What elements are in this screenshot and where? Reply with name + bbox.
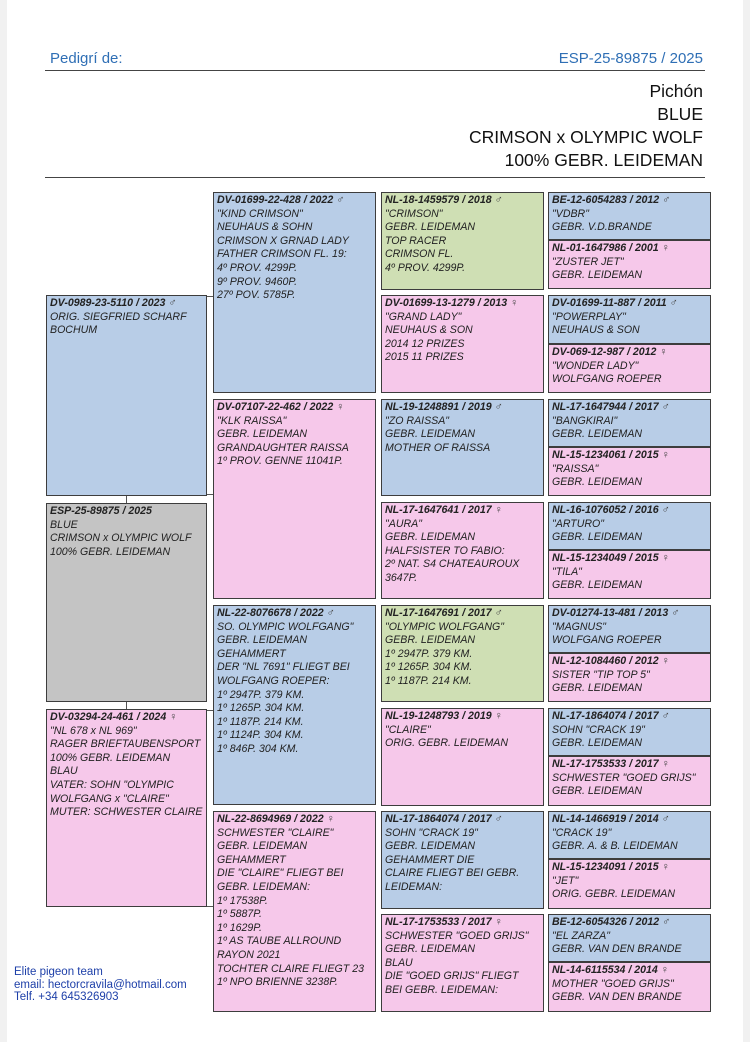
- header-ring-number: ESP-25-89875 / 2025: [558, 50, 703, 67]
- male-symbol-icon: ♂: [661, 710, 670, 722]
- ring-number: NL-12-1084460 / 2012: [552, 655, 659, 667]
- info-line: ORIG. GEBR. LEIDEMAN: [552, 888, 676, 901]
- title-color: BLUE: [657, 104, 703, 124]
- info-line: GEBR. V.D.BRANDE: [552, 221, 652, 234]
- female-symbol-icon: ♀: [494, 710, 503, 722]
- ring-number: NL-01-1647986 / 2001: [552, 242, 659, 254]
- info-line: CRIMSON FL.: [385, 248, 454, 261]
- info-line: TOCHTER CLAIRE FLIEGT 23: [217, 962, 364, 975]
- connector: [206, 296, 213, 297]
- info-line: GEBR. LEIDEMAN: [217, 634, 308, 647]
- ring-number: NL-15-1234049 / 2015: [552, 552, 659, 564]
- info-line: GEBR. LEIDEMAN: [385, 221, 476, 234]
- info-line: SCHWESTER "GOED GRIJS": [552, 771, 696, 784]
- info-line: GEBR. LEIDEMAN: [385, 531, 476, 544]
- info-line: GEBR. VAN DEN BRANDE: [552, 943, 682, 956]
- father-card: [46, 295, 207, 496]
- title-parents: CRIMSON x OLYMPIC WOLF: [469, 127, 703, 147]
- info-line: GRANDAUGHTER RAISSA: [217, 441, 349, 454]
- ring-number: BE-12-6054326 / 2012: [552, 916, 660, 928]
- info-line: GEBR. LEIDEMAN: [552, 531, 643, 544]
- male-symbol-icon: ♂: [336, 194, 345, 206]
- ring-number: DV-01274-13-481 / 2013: [552, 607, 669, 619]
- ring-number: NL-22-8694969 / 2022: [217, 813, 324, 825]
- gen4-card: [548, 859, 711, 909]
- ring-number: NL-15-1234061 / 2015: [552, 449, 659, 461]
- pigeon-title-block: [469, 80, 703, 172]
- ring-number: NL-17-1753533 / 2017: [552, 758, 659, 770]
- info-line: "CLAIRE": [385, 723, 431, 736]
- info-line: 2º NAT. S4 CHATEAUROUX: [385, 558, 520, 571]
- ring-number: NL-17-1647691 / 2017: [385, 607, 492, 619]
- info-line: NEUHAUS & SON: [385, 324, 473, 337]
- header-divider: [45, 70, 705, 71]
- ring-number: NL-15-1234091 / 2015: [552, 861, 659, 873]
- subject-ring: ESP-25-89875 / 2025: [50, 505, 152, 517]
- info-line: GEBR. LEIDEMAN: [552, 785, 643, 798]
- info-line: ORIG. GEBR. LEIDEMAN: [385, 737, 509, 750]
- gen3-card: [381, 811, 544, 909]
- gen4-card: [548, 240, 711, 289]
- pedigree-label: Pedigrí de:: [50, 50, 123, 67]
- ring-number: NL-19-1248891 / 2019: [385, 401, 492, 413]
- male-symbol-icon: ♂: [494, 813, 503, 825]
- info-line: 1º 2947P. 379 KM.: [385, 647, 473, 660]
- info-line: "ZO RAISSA": [385, 414, 450, 427]
- info-line: GEBR. LEIDEMAN: [552, 682, 643, 695]
- info-line: "WONDER LADY": [552, 359, 639, 372]
- male-symbol-icon: ♂: [661, 813, 670, 825]
- father-line: ORIG. SIEGFRIED SCHARF: [50, 310, 187, 323]
- info-line: "OLYMPIC WOLFGANG": [385, 620, 504, 633]
- info-line: GEBR. LEIDEMAN:: [217, 880, 311, 893]
- subject-line: 100% GEBR. LEIDEMAN: [50, 545, 171, 558]
- gen4-card: [548, 399, 711, 447]
- male-symbol-icon: ♂: [494, 401, 503, 413]
- info-line: GEBR. LEIDEMAN: [552, 737, 643, 750]
- male-symbol-icon: ♂: [669, 297, 678, 309]
- info-line: 1º NPO BRIENNE 3238P.: [217, 976, 338, 989]
- title-divider: [45, 177, 705, 178]
- gen4-card: [548, 447, 711, 496]
- ring-number: DV-01699-22-428 / 2022: [217, 194, 334, 206]
- mother-line: RAGER BRIEFTAUBENSPORT: [50, 738, 201, 751]
- ring-number: NL-14-6115534 / 2014: [552, 964, 658, 976]
- contact-phone: Telf. +34 645326903: [14, 991, 119, 1003]
- info-line: 1º 1265P. 304 KM.: [217, 702, 305, 715]
- gen4-card: [548, 914, 711, 962]
- info-line: GEBR. LEIDEMAN: [552, 476, 643, 489]
- info-line: 4º PROV. 4299P.: [217, 261, 298, 274]
- info-line: MOTHER OF RAISSA: [385, 441, 491, 454]
- info-line: 4º PROV. 4299P.: [385, 261, 466, 274]
- info-line: SCHWESTER "CLAIRE": [217, 826, 334, 839]
- info-line: NEUHAUS & SON: [552, 324, 640, 337]
- female-symbol-icon: ♀: [659, 346, 668, 358]
- info-line: GEBR. LEIDEMAN: [385, 428, 476, 441]
- female-symbol-icon: ♀: [661, 552, 670, 564]
- info-line: SOHN "CRACK 19": [552, 723, 645, 736]
- mother-line: BLAU: [50, 765, 78, 778]
- title-origin: 100% GEBR. LEIDEMAN: [504, 150, 703, 170]
- female-symbol-icon: ♀: [661, 242, 670, 254]
- male-symbol-icon: ♂: [168, 297, 177, 309]
- female-symbol-icon: ♀: [661, 861, 670, 873]
- info-line: SCHWESTER "GOED GRIJS": [385, 929, 529, 942]
- info-line: SISTER "TIP TOP 5": [552, 668, 650, 681]
- title-category: Pichón: [649, 81, 703, 101]
- info-line: 1º 1187P. 214 KM.: [217, 715, 304, 728]
- info-line: DIE "CLAIRE" FLIEGT BEI: [217, 867, 344, 880]
- subject-line: BLUE: [50, 518, 78, 531]
- father-ring: DV-0989-23-5110 / 2023 ♂: [50, 297, 177, 309]
- ring-number: DV-069-12-987 / 2012: [552, 346, 657, 358]
- info-line: 1º 846P. 304 KM.: [217, 742, 299, 755]
- granddam-paternal-card: [213, 399, 376, 599]
- contact-footer: [14, 966, 187, 1004]
- info-line: "CRIMSON": [385, 207, 443, 220]
- info-line: GEBR. LEIDEMAN: [217, 428, 308, 441]
- info-line: 2015 11 PRIZES: [385, 351, 464, 364]
- male-symbol-icon: ♂: [661, 401, 670, 413]
- ring-number: NL-22-8076678 / 2022: [217, 607, 324, 619]
- info-line: 1º 5887P.: [217, 908, 262, 921]
- female-symbol-icon: ♀: [326, 813, 335, 825]
- ring-number: NL-18-1459579 / 2018: [385, 194, 492, 206]
- female-symbol-icon: ♀: [510, 297, 519, 309]
- mother-line: VATER: SOHN "OLYMPIC: [50, 778, 174, 791]
- father-line: BOCHUM: [50, 324, 98, 337]
- gen4-card: [548, 605, 711, 653]
- info-line: 2014 12 PRIZES: [385, 337, 465, 350]
- info-line: 1º 1265P. 304 KM.: [385, 661, 473, 674]
- gen3-card: [381, 192, 544, 290]
- info-line: GEBR. LEIDEMAN: [385, 634, 476, 647]
- info-line: GEBR. LEIDEMAN: [552, 579, 643, 592]
- gen3-card: [381, 502, 544, 599]
- connector: [206, 710, 213, 711]
- ring-number: NL-19-1248793 / 2019: [385, 710, 492, 722]
- ring-number: DV-07107-22-462 / 2022: [217, 401, 334, 413]
- info-line: GEHAMMERT: [217, 853, 286, 866]
- info-line: "POWERPLAY": [552, 310, 626, 323]
- ring-number: BE-12-6054283 / 2012: [552, 194, 660, 206]
- ring-number: NL-14-1466919 / 2014: [552, 813, 659, 825]
- ring-number: NL-16-1076052 / 2016: [552, 504, 659, 516]
- info-line: "JET": [552, 874, 579, 887]
- ring-number: NL-17-1864074 / 2017: [552, 710, 659, 722]
- info-line: "EL ZARZA": [552, 929, 610, 942]
- info-line: GEBR. LEIDEMAN: [552, 269, 643, 282]
- info-line: 1º 1187P. 214 KM.: [385, 674, 472, 687]
- info-line: GEBR. LEIDEMAN: [217, 840, 308, 853]
- info-line: SOHN "CRACK 19": [385, 826, 478, 839]
- gen3-card: [381, 399, 544, 496]
- info-line: GEBR. LEIDEMAN: [552, 428, 643, 441]
- ring-number: NL-17-1647641 / 2017: [385, 504, 492, 516]
- gen3-card: [381, 708, 544, 806]
- male-symbol-icon: ♂: [494, 194, 503, 206]
- info-line: "CRACK 19": [552, 826, 612, 839]
- info-line: "ZUSTER JET": [552, 255, 624, 268]
- gen4-card: [548, 550, 711, 599]
- info-line: FATHER CRIMSON FL. 19:: [217, 248, 347, 261]
- male-symbol-icon: ♂: [662, 916, 671, 928]
- grandsire-maternal-card: [213, 605, 376, 805]
- info-line: DIE "GOED GRIJS" FLIEGT: [385, 970, 519, 983]
- info-line: CRIMSON X GRNAD LADY: [217, 234, 349, 247]
- subject-line: CRIMSON x OLYMPIC WOLF: [50, 532, 192, 545]
- info-line: GEBR. VAN DEN BRANDE: [552, 991, 682, 1004]
- info-line: BLAU: [385, 956, 413, 969]
- mother-line: MUTER: SCHWESTER CLAIRE: [50, 806, 203, 819]
- mother-ring: DV-03294-24-461 / 2024 ♀: [50, 711, 178, 723]
- info-line: BEI GEBR. LEIDEMAN:: [385, 983, 499, 996]
- info-line: "KIND CRIMSON": [217, 207, 303, 220]
- female-symbol-icon: ♀: [494, 916, 503, 928]
- pedigree-page: [7, 0, 743, 1042]
- info-line: GEHAMMERT DIE: [385, 853, 475, 866]
- mother-card: [46, 709, 207, 907]
- info-line: MOTHER "GOED GRIJS": [552, 977, 674, 990]
- contact-email[interactable]: email: hectorcravila@hotmail.com: [14, 978, 187, 991]
- info-line: LEIDEMAN:: [385, 880, 443, 893]
- info-line: "KLK RAISSA": [217, 414, 287, 427]
- female-symbol-icon: ♀: [661, 449, 670, 461]
- gen4-card: [548, 811, 711, 859]
- subject-card: [46, 503, 207, 702]
- info-line: 3647P.: [385, 571, 418, 584]
- male-symbol-icon: ♂: [494, 607, 503, 619]
- ring-number: NL-17-1753533 / 2017: [385, 916, 492, 928]
- ring-number: NL-17-1864074 / 2017: [385, 813, 492, 825]
- female-symbol-icon: ♀: [169, 711, 178, 723]
- male-symbol-icon: ♂: [326, 607, 335, 619]
- gen3-card: [381, 605, 544, 702]
- info-line: "BANGKIRAI": [552, 414, 618, 427]
- ring-number: DV-01699-11-887 / 2011: [552, 297, 667, 309]
- info-line: "VDBR": [552, 207, 589, 220]
- info-line: CLAIRE FLIEGT BEI GEBR.: [385, 867, 520, 880]
- info-line: 1º 17538P.: [217, 894, 268, 907]
- info-line: GEBR. LEIDEMAN: [385, 840, 476, 853]
- grandsire-paternal-card: [213, 192, 376, 393]
- info-line: NEUHAUS & SOHN: [217, 221, 313, 234]
- team-name: Elite pigeon team: [14, 966, 103, 978]
- info-line: WOLFGANG ROEPER: [552, 634, 662, 647]
- info-line: 27º POV. 5785P.: [217, 289, 296, 302]
- gen4-card: [548, 708, 711, 756]
- gen4-card: [548, 962, 711, 1012]
- gen4-card: [548, 295, 711, 344]
- info-line: "AURA": [385, 517, 422, 530]
- mother-line: 100% GEBR. LEIDEMAN: [50, 751, 171, 764]
- info-line: 1º PROV. GENNE 11041P.: [217, 455, 343, 468]
- info-line: WOLFGANG ROEPER: [552, 373, 662, 386]
- gen3-card: [381, 914, 544, 1012]
- gen4-card: [548, 344, 711, 393]
- gen4-card: [548, 653, 711, 702]
- info-line: "MAGNUS": [552, 620, 607, 633]
- info-line: "RAISSA": [552, 462, 599, 475]
- info-line: WOLFGANG ROEPER:: [217, 674, 330, 687]
- info-line: TOP RACER: [385, 234, 447, 247]
- mother-line: "NL 678 x NL 969": [50, 724, 137, 737]
- gen4-card: [548, 192, 711, 240]
- gen4-card: [548, 756, 711, 806]
- male-symbol-icon: ♂: [671, 607, 680, 619]
- ring-number: NL-17-1647944 / 2017: [552, 401, 659, 413]
- female-symbol-icon: ♀: [336, 401, 345, 413]
- gen3-card: [381, 295, 544, 393]
- info-line: HALFSISTER TO FABIO:: [385, 544, 505, 557]
- info-line: 1º 2947P. 379 KM.: [217, 688, 305, 701]
- female-symbol-icon: ♀: [660, 964, 670, 976]
- granddam-maternal-card: [213, 811, 376, 1012]
- connector: [206, 494, 213, 495]
- info-line: "ARTURO": [552, 517, 605, 530]
- connector: [126, 701, 127, 709]
- mother-line: WOLFGANG x "CLAIRE": [50, 792, 169, 805]
- info-line: 9º PROV. 9460P.: [217, 275, 298, 288]
- info-line: GEBR. A. & B. LEIDEMAN: [552, 840, 678, 853]
- info-line: SO. OLYMPIC WOLFGANG": [217, 620, 354, 633]
- connector: [206, 906, 213, 907]
- female-symbol-icon: ♀: [494, 504, 503, 516]
- female-symbol-icon: ♀: [661, 655, 670, 667]
- gen4-card: [548, 502, 711, 550]
- male-symbol-icon: ♂: [662, 194, 671, 206]
- female-symbol-icon: ♀: [661, 758, 670, 770]
- info-line: RAYON 2021: [217, 948, 281, 961]
- info-line: 1º 1124P. 304 KM.: [217, 729, 304, 742]
- info-line: "GRAND LADY": [385, 310, 462, 323]
- connector: [126, 495, 127, 503]
- info-line: GEHAMMERT: [217, 647, 286, 660]
- info-line: "TILA": [552, 565, 582, 578]
- info-line: 1º AS TAUBE ALLROUND: [217, 935, 342, 948]
- ring-number: DV-01699-13-1279 / 2013: [385, 297, 508, 309]
- male-symbol-icon: ♂: [661, 504, 670, 516]
- info-line: GEBR. LEIDEMAN: [385, 943, 476, 956]
- info-line: DER "NL 7691" FLIEGT BEI: [217, 661, 350, 674]
- info-line: 1º 1629P.: [217, 921, 262, 934]
